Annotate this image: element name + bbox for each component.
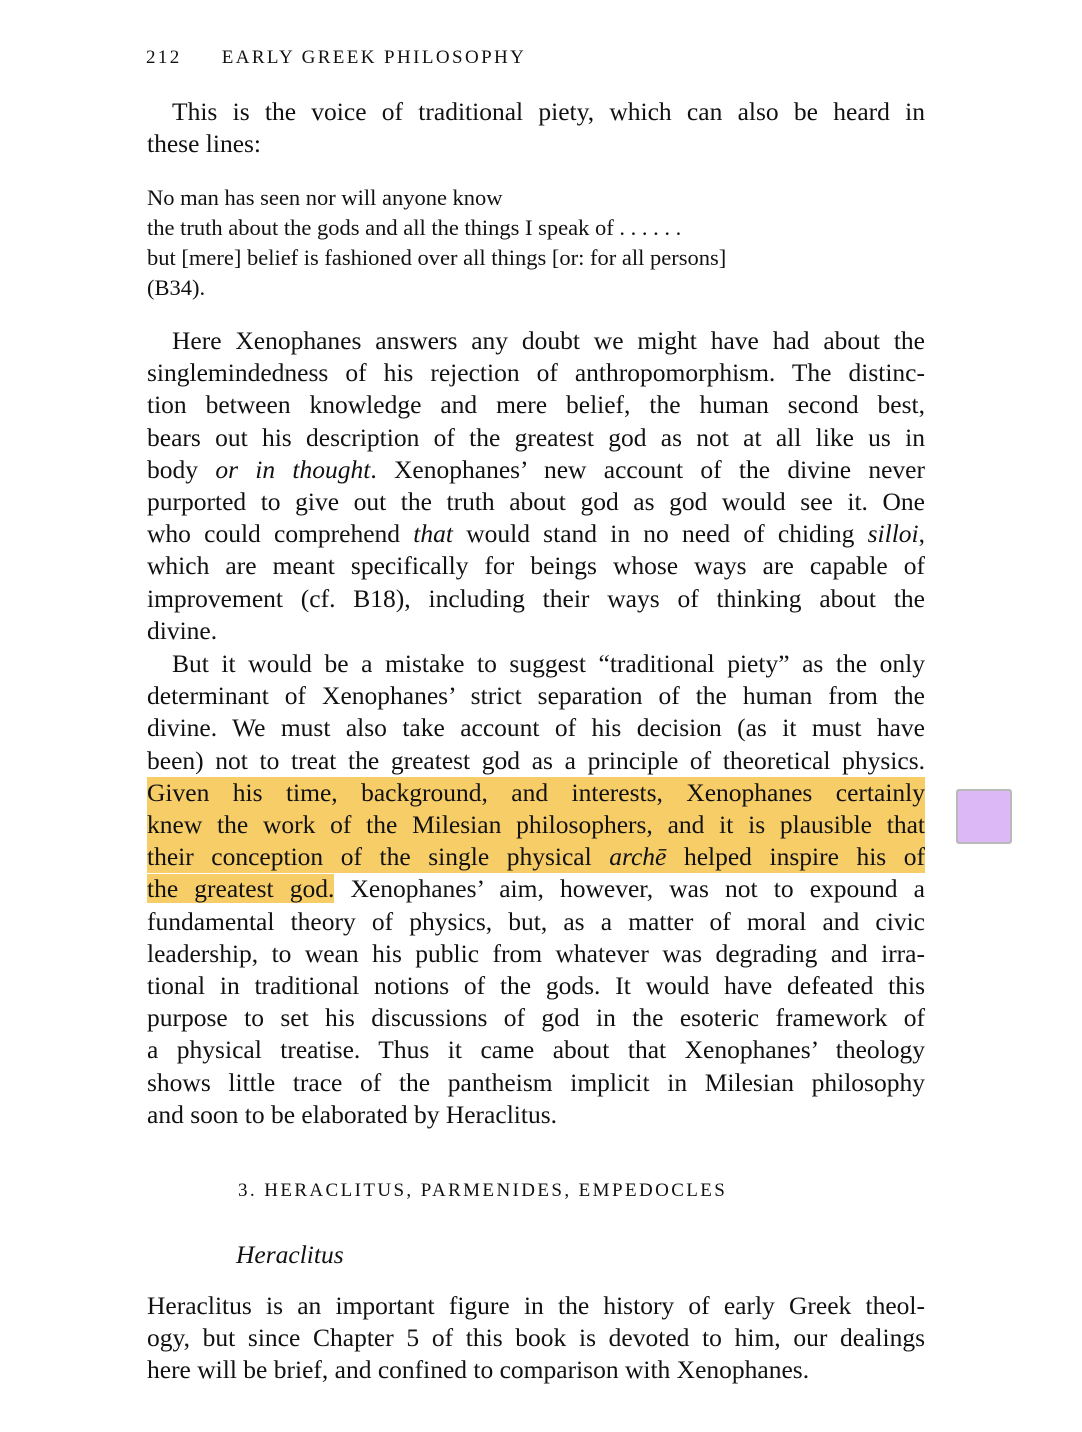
paragraph-xenophanes-doubt[interactable]: [147, 325, 925, 647]
text-run: body: [147, 454, 216, 484]
text-line: singlemindedness of his rejection of anthropomorphism. The distinc-: [147, 358, 925, 388]
text-line: But it would be a mistake to suggest “traditional piety” as the only: [172, 649, 925, 678]
text-run: who could comprehend: [147, 519, 414, 549]
book-title: EARLY GREEK PHILOSOPHY: [221, 47, 527, 68]
highlighted-text[interactable]: the greatest god.: [147, 874, 335, 904]
text-line: bears out his description of the greatest god as not at all like us in: [147, 422, 925, 452]
text-line: [147, 873, 925, 905]
text-line: which are meant specifically for beings whose ways are capable of: [147, 551, 925, 581]
text-run: would stand in no need of chiding: [452, 519, 868, 549]
text-line: This is the voice of traditional piety, which can also be heard in: [172, 97, 925, 126]
text-line: ogy, but since Chapter 5 of this book is devoted to him, our dealings: [147, 1323, 925, 1353]
italic-text: that: [413, 519, 453, 549]
block-quotation[interactable]: [147, 183, 907, 303]
text-run: Xenophanes’ aim, however, was not to expound a: [334, 874, 925, 904]
text-run: their conception of the single physical: [147, 842, 610, 872]
quote-line: (B34).: [147, 275, 206, 300]
italic-text: or in thought: [215, 454, 371, 484]
quote-line: but [mere] belief is fashioned over all things [or: for all persons]: [147, 245, 727, 270]
text-line: Heraclitus is an important figure in the history of early Greek theol-: [147, 1291, 925, 1320]
quote-line: the truth about the gods and all the things I speak of . . . . . .: [147, 215, 682, 240]
text-line: been) not to treat the greatest god as a principle of theoretical physics.: [147, 745, 925, 775]
text-line: divine.: [147, 615, 218, 645]
text-line: determinant of Xenophanes’ strict separation of the human from the: [147, 681, 925, 711]
text-line: tional in traditional notions of the gods. It would have defeated this: [147, 971, 925, 1001]
italic-text: archē: [609, 842, 667, 872]
text-line: Here Xenophanes answers any doubt we might have had about the: [172, 326, 925, 355]
text-line: here will be brief, and confined to comparison with Xenophanes.: [147, 1355, 810, 1385]
text-line: these lines:: [147, 129, 262, 159]
text-line: [147, 454, 925, 486]
text-line: improvement (cf. B18), including their ways of thinking about the: [147, 583, 925, 613]
text-line: [147, 518, 925, 550]
paragraph-heraclitus[interactable]: [147, 1290, 925, 1387]
subsection-heading: Heraclitus: [236, 1240, 344, 1269]
note-marker[interactable]: [956, 789, 1012, 844]
text-line: fundamental theory of physics, but, as a matter of moral and civic: [147, 906, 925, 936]
text-run: helped inspire his of: [666, 842, 926, 872]
text-line: leadership, to wean his public from whatever was degrading and irra-: [147, 938, 925, 968]
quote-line: No man has seen nor will anyone know: [147, 185, 503, 210]
text-line: a physical treatise. Thus it came about that Xenophanes’ theology: [147, 1035, 925, 1065]
section-heading: 3. HERACLITUS, PARMENIDES, EMPEDOCLES: [238, 1180, 728, 1201]
italic-text: silloi: [867, 519, 919, 549]
text-run: . Xenophanes’ new account of the divine never: [370, 454, 925, 484]
text-line: purpose to set his discussions of god in the esoteric framework of: [147, 1003, 925, 1033]
highlighted-line[interactable]: [147, 841, 925, 873]
highlighted-line[interactable]: Given his time, background, and interests, Xenophanes certainly: [147, 777, 925, 809]
page-number: 212: [146, 47, 182, 68]
paragraph-traditional-piety[interactable]: [147, 648, 925, 1131]
running-head: [146, 47, 526, 69]
intro-paragraph[interactable]: [147, 96, 925, 160]
text-line: purported to give out the truth about god as god would see it. One: [147, 487, 925, 517]
highlighted-line[interactable]: knew the work of the Milesian philosophers, and it is plausible that: [147, 809, 925, 841]
text-run: ,: [918, 519, 925, 549]
text-line: shows little trace of the pantheism implicit in Milesian philosophy: [147, 1067, 925, 1097]
text-line: and soon to be elaborated by Heraclitus.: [147, 1099, 557, 1129]
text-line: tion between knowledge and mere belief, the human second best,: [147, 390, 925, 420]
text-line: divine. We must also take account of his decision (as it must have: [147, 713, 925, 743]
